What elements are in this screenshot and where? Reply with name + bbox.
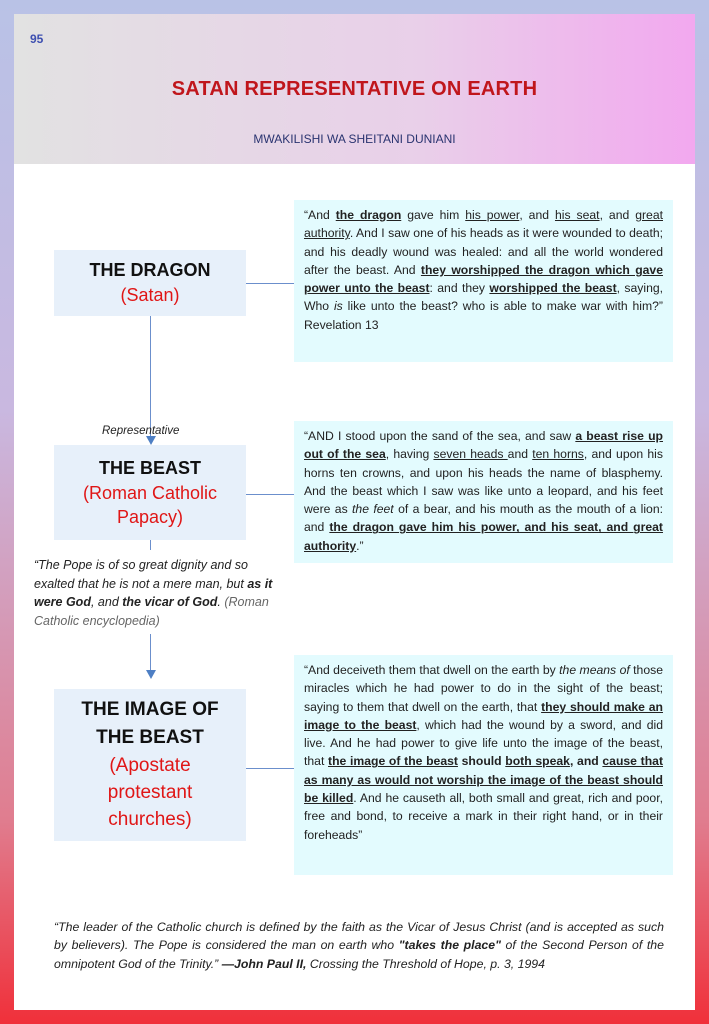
quote2-text: .” [356,538,364,553]
quote3-italic: the means of [559,663,630,677]
footer-quote-author: —John Paul II, [221,956,307,971]
beast-box [54,445,246,540]
beast-desc-line1: (Roman Catholic [82,482,218,503]
beast-stem [150,540,151,550]
quote1-emph: his seat [554,208,600,222]
beast-name: THE BEAST [98,457,201,478]
image-desc-line2: protestant [107,782,193,803]
quote1-text: , saying, Who [304,281,664,314]
quote3-emph: they should make an image to the beast [304,699,663,732]
footer-quote-text: of the Second Person of the omnipotent God of the Trinity.” [54,938,664,971]
quote2-emph: the dragon gave him his power, and his seat, and great authority [304,520,663,553]
page-header [14,14,695,164]
pope-quote-source: (Roman Catholic encyclopedia) [34,595,269,628]
quote3-bold: , and [569,754,603,769]
pope-quote-bold: the vicar of God [122,595,218,609]
image-desc-line3: churches) [108,809,192,830]
footer-quote-text: “The leader of the Catholic church is defined by the faith as the Vicar of Jesus Christ (and is accepted as such by believers). The Pope is considered the man on earth who [54,920,664,953]
quote-revelation-13-beast [294,421,673,563]
quote1-text: “And [304,208,336,222]
quote1-text: : and they [429,281,490,296]
quote2-text: of a bear, and his mouth as the mouth of a lion: and [304,502,663,535]
quote1-emph: worshipped the beast [489,281,617,296]
quote2-italic: the feet [352,502,394,517]
page-number: 95 [30,32,44,46]
quote1-text: , and [519,208,555,222]
footer-quote [54,918,664,973]
image-name-line2: THE BEAST [96,727,204,748]
quote3-text: “And deceiveth them that dwell on the earth by [304,663,560,677]
dragon-box [54,250,246,316]
footer-quote-bold: "takes the place" [398,938,501,953]
quote1-text: gave him [401,208,466,222]
quote3-emph: cause that as many as would not worship the image of the beast should be killed [304,754,664,806]
quote-revelation-13-image [294,655,673,875]
quote-revelation-13-dragon [294,200,673,362]
quote3-text: those miracles which he had power to do in the sight of the beast; saying to them that dwell on the earth, that [304,663,663,714]
pope-quote-text: . [217,595,225,609]
quote2-emph: a beast rise up out of the sea [304,429,663,462]
image-desc-line1: (Apostate [109,755,191,776]
pope-quote-text: “The Pope is of so great dignity and so exalted that he is not a mere man, but [34,558,249,591]
quote1-text: like unto the beast? who is able to make war with him?” Revelation 13 [304,299,663,332]
arrowhead-dragon-beast [146,436,156,445]
quote1-text: , and [599,208,636,222]
quote1-emph: great authority [304,208,663,241]
image-box [54,689,246,841]
pope-quote-text: , and [90,595,123,609]
quote1-text: . And I saw one of his heads as it were wounded to death; and his deadly wound was healed: and all the world wondered after the beast. And [304,226,663,277]
quote1-emph: the dragon [335,208,402,222]
quote2-text: and [507,447,533,462]
quote3-bold: should [457,754,506,769]
quote2-text: , and upon his horns ten crowns, and upon his heads the name of blasphemy. And the beast which I saw was like unto a leopard, and his feet were as [304,447,663,517]
connector-image-quote [246,768,294,769]
quote3-emph: the image of the beast [328,754,458,769]
quote2-emph: ten horns [532,447,584,462]
footer-quote-source: Crossing the Threshold of Hope, p. 3, 1994 [306,956,545,971]
quote3-text: , which had the wound by a sword, and did live. And he had power to give life unto the image of the beast, that [304,717,663,769]
connector-dragon-quote [246,283,294,284]
quote1-italic: is [333,299,343,314]
arrow-dragon-beast [150,316,151,439]
page-subtitle: MWAKILISHI WA SHEITANI DUNIANI [253,132,456,146]
dragon-name: THE DRAGON [89,260,211,280]
image-name-line1: THE IMAGE OF [81,699,219,720]
pope-quote-bold: as it were God [34,576,273,609]
connector-beast-quote [246,494,294,495]
quote1-emph: his power [465,208,520,222]
quote2-text: , having [385,447,434,462]
arrowhead-beast-image [146,670,156,679]
quote3-emph: both speak [505,754,570,769]
quote1-emph: they worshipped the dragon which gave power unto the beast [304,262,663,296]
pope-quote [34,556,274,630]
representative-label: Representative [102,425,180,437]
quote3-text: . And he causeth all, both small and great, rich and poor, free and bond, to receive a mark in their right hand, or in their foreheads” [304,791,663,842]
dragon-desc: (Satan) [120,285,180,305]
quote2-emph: seven heads [433,447,508,462]
quote2-text: “AND I stood upon the sand of the sea, and saw [304,429,576,443]
beast-desc-line2: Papacy) [116,506,184,527]
arrow-beast-image [150,634,151,672]
page-title: SATAN REPRESENTATIVE ON EARTH [171,78,538,100]
